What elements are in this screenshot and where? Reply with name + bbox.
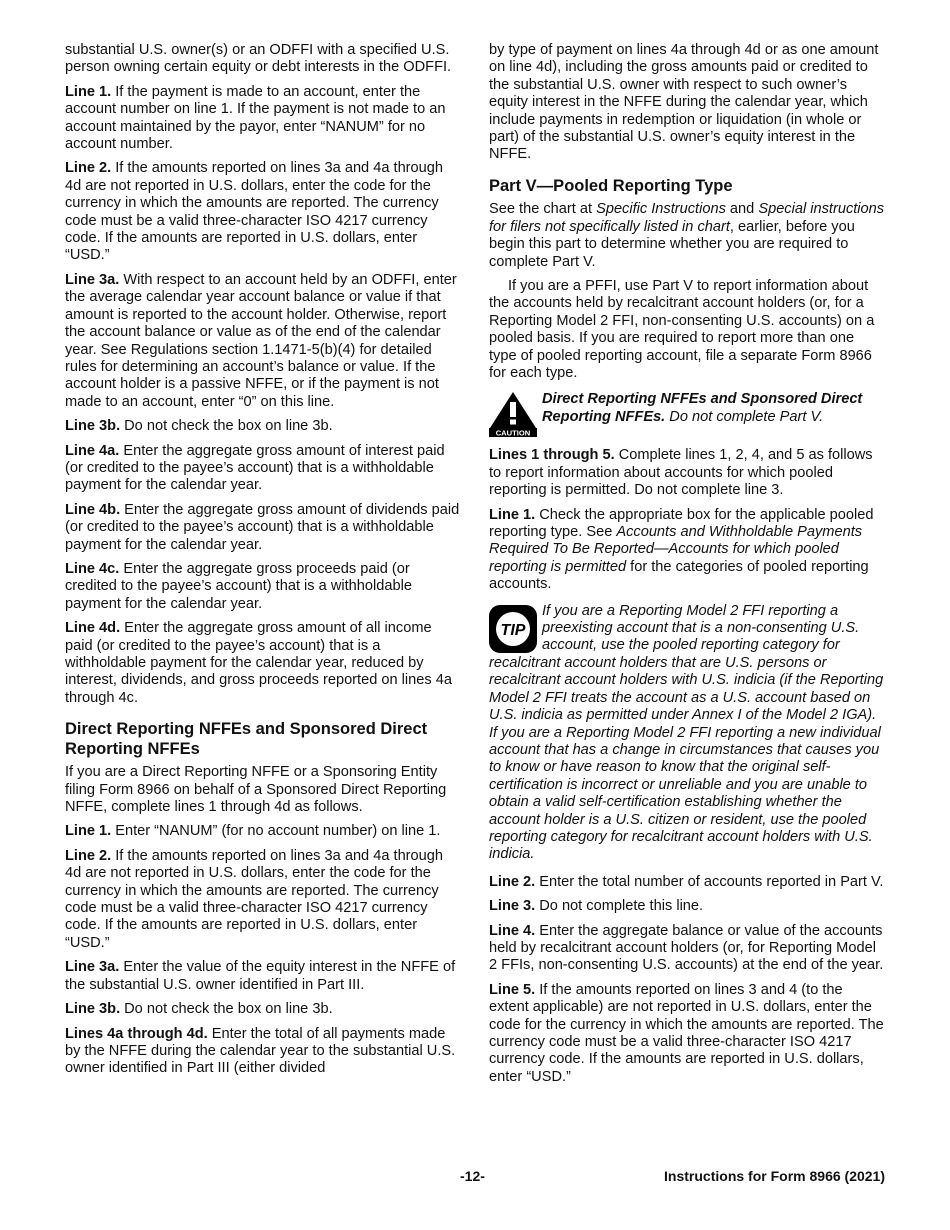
section-heading: Part V—Pooled Reporting Type (489, 176, 733, 195)
line-2-paragraph (489, 874, 885, 891)
see-chart-paragraph (489, 201, 885, 271)
tip-icon-label: TIP (500, 621, 526, 639)
run-in-label: Line 4a. (65, 442, 120, 459)
paragraph-text: Do not check the box on line 3b. (124, 1001, 333, 1018)
paragraph-text: Do not complete this line. (539, 898, 704, 915)
run-in-label: Line 1. (489, 506, 536, 523)
paragraph-text: Enter the aggregate gross proceeds paid (or credited to the payee’s account) that is a withholdable payment for the calendar year. (65, 560, 412, 612)
page-number: -12- (460, 1168, 485, 1184)
run-in-label: Line 4b. (65, 501, 121, 518)
paragraph: substantial U.S. owner(s) or an ODFFI with a specified U.S. person owning certain equity or debt interests in the ODFFI. (65, 42, 452, 76)
line-1-paragraph (65, 84, 461, 154)
paragraph-text: Do not check the box on line 3b. (124, 418, 333, 435)
caution-icon-label: CAUTION (495, 428, 531, 438)
run-in-label: Line 3. (489, 898, 536, 915)
text: , earlier, before you begin this part to determine whether you are required to complete Part V. (489, 218, 855, 270)
direct-lines-4-paragraph (65, 1026, 461, 1078)
paragraph-text: If the amounts reported on lines 3a and 4a through 4d are not reported in U.S. dollars, enter the code for the currency in which the amounts are reported. The currency code must be a valid three-character ISO 4217 currency code. If the amounts are reported in U.S. dollars, enter “USD.” (65, 160, 444, 264)
caution-body: Do not complete Part V. (665, 408, 824, 425)
paragraph-text: Enter the total number of accounts reported in Part V. (539, 873, 884, 890)
run-in-label: Line 1. (65, 83, 112, 100)
direct-line-2-paragraph (65, 848, 461, 952)
run-in-label: Lines 1 through 5. (489, 447, 615, 464)
line-2-paragraph (65, 160, 461, 264)
run-in-label: Line 3b. (65, 1001, 121, 1018)
paragraph: by type of payment on lines 4a through 4d or as one amount on line 4d), including the gross amounts paid or credited to the substantial U.S. owner with respect to such owner’s equity interest in the NFFE during the calendar year, which include payments in redemption or liquidation (in whole or part) of the substantial U.S. owner’s equity interest in the NFFE. (489, 42, 879, 163)
paragraph-text: If the amounts reported on lines 3a and 4a through 4d are not reported in U.S. dollars, enter the code for the currency in which the amounts are reported. The currency code must be a valid three-character ISO 4217 currency code. If the amounts are reported in U.S. dollars, enter “USD.” (65, 847, 444, 951)
run-in-label: Line 3b. (65, 418, 121, 435)
line-3-paragraph (489, 898, 885, 915)
text: and (725, 201, 759, 218)
paragraph-text: Enter the aggregate gross amount of interest paid (or credited to the payee’s account) that is a withholdable payment for the calendar year. (65, 442, 445, 494)
reference-italic: Special instructions for filers not specifically listed in chart (489, 201, 885, 235)
lines-1-5-paragraph (489, 447, 885, 499)
run-in-label: Line 3a. (65, 271, 120, 288)
paragraph-text: Complete lines 1, 2, 4, and 5 as follows to report information about accounts for which pooled reporting is permitted. Do not complete line 3. (489, 447, 873, 499)
text: for the categories of pooled reporting accounts. (489, 558, 869, 593)
left-column (65, 42, 461, 1085)
pffi-paragraph: If you are a PFFI, use Part V to report information about the accounts held by recalcitrant account holders (or, for a Reporting Model 2 FFI, non-consenting U.S. accounts) on a pooled basis. If you are required to report more than one type of pooled reporting account, file a separate Form 8966 for each type. (489, 277, 875, 381)
caution-note (489, 391, 885, 437)
paragraph-text: Enter the aggregate gross amount of dividends paid (or credited to the payee’s account) that is a withholdable payment for the calendar year. (65, 501, 460, 553)
run-in-label: Line 1. (65, 823, 112, 840)
line-5-paragraph (489, 982, 885, 1086)
paragraph-text: With respect to an account held by an ODFFI, enter the average calendar year account balance or value if that amount is reported to the account holder. Otherwise, report the account balance or value as of the end of the calendar year. See Regulations section 1.1471-5(b)(4) for detailed rules for determining an account’s balance or value. If the account holder is a passive NFFE, or if the payment is not made to an account, enter “0” on this line. (65, 271, 457, 410)
text: See the chart at (489, 201, 597, 218)
line-4b-paragraph (65, 502, 461, 554)
direct-line-1-paragraph (65, 823, 461, 840)
direct-line-3a-paragraph (65, 959, 461, 994)
tip-text: If you are a Reporting Model 2 FFI reporting a preexisting account that is a non-consenting U.S. account, use the pooled reporting category for recalcitrant account holders that are U.S. persons or recalcitrant account holders with U.S. indicia (if the Reporting Model 2 FFI treats the account as a U.S. account based on U.S. indicia as permitted under Annex I of the Model 2 IGA). If you are a Reporting Model 2 FFI reporting a new individual account that has a change in circumstances that causes you to know or have reason to know that the original self-certification is incorrect or unreliable and you are unable to obtain a valid self-certification establishing whether the account holder is a U.S. citizen or resident, use the pooled reporting category for recalcitrant account holders with U.S. indicia. (489, 602, 884, 863)
section-intro: If you are a Direct Reporting NFFE or a Sponsoring Entity filing Form 8966 on behalf of a Sponsored Direct Reporting NFFE, complete lines 1 through 4d as follows. (65, 764, 447, 816)
direct-line-3b-paragraph (65, 1001, 461, 1018)
run-in-label: Line 3a. (65, 959, 120, 976)
paragraph-text: Enter the total of all payments made by the NFFE during the calendar year to the substantial U.S. owner identified in Part III (either divided (65, 1025, 456, 1077)
paragraph-text: Enter the value of the equity interest in the NFFE of the substantial U.S. owner identified in Part III. (65, 959, 456, 993)
run-in-label: Line 2. (65, 160, 112, 177)
run-in-label: Lines 4a through 4d. (65, 1025, 208, 1042)
caution-bold: Direct Reporting NFFEs and Sponsored Direct Reporting NFFEs. (542, 391, 863, 425)
paragraph-text: Enter the aggregate gross amount of all income paid (or credited to the payee’s account) that is a withholdable payment for the calendar year, reduced by interest, dividends, and gross proceeds reported on lines 4a through 4c. (65, 620, 452, 706)
document-title: Instructions for Form 8966 (2021) (664, 1168, 885, 1184)
section-heading: Direct Reporting NFFEs and Sponsored Direct Reporting NFFEs (65, 720, 428, 758)
run-in-label: Line 4c. (65, 560, 120, 577)
paragraph-text: Enter the aggregate balance or value of the accounts held by recalcitrant account holders (or, for Reporting Model 2 FFIs, non-consenting U.S. accounts) at the end of the year. (489, 922, 884, 974)
line-4c-paragraph (65, 561, 461, 613)
line-3a-paragraph (65, 272, 461, 411)
line-3b-paragraph (65, 418, 461, 435)
tip-note (489, 603, 885, 864)
run-in-label: Line 2. (65, 847, 112, 864)
text: Check the appropriate box for the applicable pooled reporting type. See (489, 506, 874, 541)
run-in-label: Line 5. (489, 981, 536, 998)
line-4-paragraph (489, 923, 885, 975)
paragraph-text: If the amounts reported on lines 3 and 4 (to the extent applicable) are not reported in U.S. dollars, enter the code for the currency in which the amounts are reported. The currency code must be a valid three-character ISO 4217 currency code. If the amounts are reported in U.S. dollars, enter “USD.” (489, 981, 884, 1085)
right-column (489, 42, 885, 1093)
caution-icon (489, 391, 537, 437)
caution-text (542, 391, 885, 437)
reference-italic: Specific Instructions (596, 201, 726, 218)
reference-italic: Accounts and Withholdable Payments Required To Be Reported—Accounts for which pooled reporting is permitted (489, 524, 863, 575)
run-in-label: Line 2. (489, 873, 536, 890)
run-in-label: Line 4d. (65, 620, 121, 637)
run-in-label: Line 4. (489, 922, 536, 939)
tip-icon (489, 605, 537, 653)
line-1-paragraph (489, 507, 885, 594)
line-4a-paragraph (65, 443, 461, 495)
paragraph-text: If the payment is made to an account, enter the account number on line 1. If the payment is not made to an account maintained by the payor, enter “NANUM” for no account number. (65, 83, 446, 153)
line-4d-paragraph (65, 620, 461, 707)
paragraph-text: Enter “NANUM” (for no account number) on line 1. (115, 823, 441, 840)
